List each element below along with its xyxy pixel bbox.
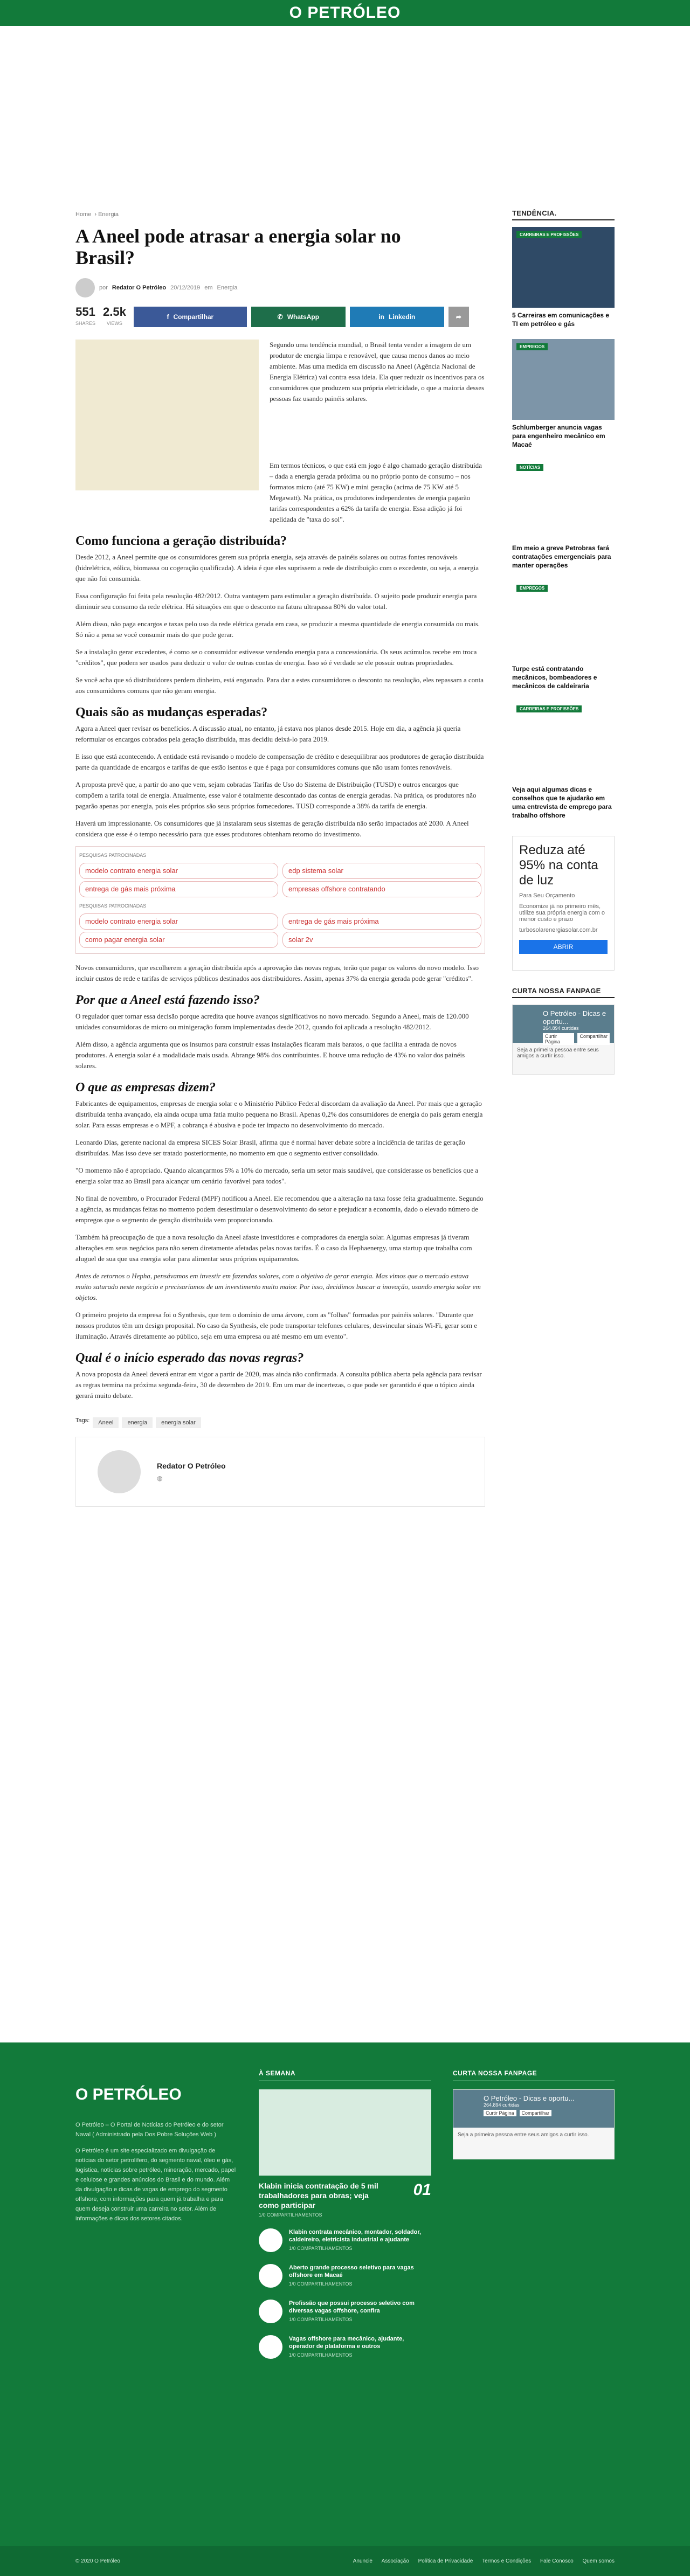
- week-thumb[interactable]: [259, 2335, 282, 2359]
- trending-thumbnail[interactable]: [512, 701, 615, 782]
- week-item-meta: 1/0 COMPARTILHAMENTOS: [289, 2317, 353, 2322]
- trending-item[interactable]: [512, 580, 615, 690]
- author-box-avatar[interactable]: [98, 1450, 141, 1493]
- paragraph: Desde 2012, a Aneel permite que os consumidores gerem sua própria energia, seja através de painéis solares ou outras fontes renováveis (hidrelétrica, eólica, biomassa ou cogeração qualificada). A ideia é que eles suprissem a rede de distribuição com o excedente, ou seja, a energia que não foi consumida.: [75, 553, 479, 583]
- trending-title-text[interactable]: Em meio a greve Petrobras fará contratações emergenciais para manter operações: [512, 544, 611, 569]
- week-list-item[interactable]: [259, 2228, 431, 2252]
- footer-link[interactable]: Política de Privacidade: [418, 2558, 473, 2564]
- footer-bottom-bar: [0, 2546, 690, 2576]
- category-badge[interactable]: EMPREGOS: [516, 343, 548, 350]
- paragraph: Além disso, não paga encargos e taxas pelo uso da rede elétrica gerada em casa, se produzir a mesma quantidade de energia consumida ou mais. Só não a pena se você consumir mais do que pode gerar.: [75, 620, 480, 639]
- trending-item[interactable]: [512, 460, 615, 570]
- category-badge[interactable]: CARREIRAS E PROFISSÕES: [516, 705, 582, 712]
- sponsored-link[interactable]: entrega de gás mais próxima: [282, 913, 481, 930]
- shares-count: 551 SHARES: [75, 305, 96, 326]
- linkedin-icon: in: [378, 313, 384, 321]
- author-box-name[interactable]: Redator O Petróleo: [157, 1461, 226, 1470]
- paragraph: Leonardo Dias, gerente nacional da empresa SICES Solar Brasil, afirma que é normal haver debate sobre a incidência de tarifas de geração distribuídas. Mas isso deve ser tratado posteriormente, no momento em que o segmento estiver consolidado.: [75, 1138, 465, 1157]
- share-icon: ➦: [456, 313, 461, 321]
- sponsored-searches: [75, 846, 485, 954]
- author-name[interactable]: Redator O Petróleo: [112, 285, 167, 291]
- paragraph: Essa configuração foi feita pela resolução 482/2012. Outra vantagem para estimular a geração distribuída. O sujeito pode produzir energia para diminuir seu consumo da rede elétrica. Há situações em que o desconto na fatura ultrapassa 80% do valor total.: [75, 592, 477, 611]
- week-thumb[interactable]: [259, 2264, 282, 2288]
- section-heading: O que as empresas dizem?: [75, 1081, 216, 1095]
- tag[interactable]: Aneel: [93, 1417, 119, 1428]
- fb-like-button[interactable]: Curtir Página: [543, 1033, 574, 1045]
- paragraph: Haverá um impressionante. Os consumidores que já instalaram seus sistemas de geração distribuída não serão impactados até 2030. A Aneel considera que esse é o tempo necessário para que esses produtores obtenham retorno do investimento.: [75, 819, 469, 838]
- ad-open-button[interactable]: ABRIR: [519, 940, 608, 954]
- week-main-rank: 01: [413, 2181, 431, 2199]
- footer-fanpage-title: CURTA NOSSA FANPAGE: [453, 2069, 615, 2081]
- week-item-title[interactable]: Vagas offshore para mecânico, ajudante, operador de plataforma e outros: [289, 2336, 404, 2350]
- copyright: © 2020 O Petróleo: [75, 2558, 120, 2564]
- week-item-meta: 1/0 COMPARTILHAMENTOS: [289, 2246, 353, 2251]
- trending-thumbnail[interactable]: [512, 339, 615, 420]
- footer-about: O Petróleo – O Portal de Notícias do Petróleo e do setor Naval ( Administrado pela Dos Pobre Soluções Web ): [75, 2122, 224, 2138]
- trending-item[interactable]: [512, 339, 615, 449]
- footer-links: [346, 2558, 615, 2564]
- sponsored-link[interactable]: solar 2v: [282, 932, 481, 948]
- footer-link[interactable]: Fale Conosco: [540, 2558, 574, 2564]
- sponsored-link[interactable]: modelo contrato energia solar: [79, 913, 278, 930]
- week-thumbnail[interactable]: [259, 2089, 431, 2176]
- tag-list: [75, 1417, 485, 1428]
- site-footer: [0, 2042, 690, 2576]
- paragraph: Se a instalação gerar excedentes, é como se o consumidor estivesse vendendo energia para a concessionária. Os seus acúmulos recebe em troca "créditos", que podem ser usados para deduzir o valor de outras contas de energia. Isso só é verdade se ele possuir outras propriedades.: [75, 648, 477, 667]
- article-meta: [75, 278, 485, 297]
- category-badge[interactable]: EMPREGOS: [516, 585, 548, 592]
- trending-item[interactable]: [512, 227, 615, 328]
- sponsored-link[interactable]: entrega de gás mais próxima: [79, 881, 278, 897]
- whatsapp-icon: ✆: [277, 313, 283, 321]
- footer-link[interactable]: Anuncie: [353, 2558, 372, 2564]
- sponsored-link[interactable]: como pagar energia solar: [79, 932, 278, 948]
- trending-title: TENDÊNCIA.: [512, 209, 615, 220]
- paragraph: No final de novembro, o Procurador Federal (MPF) notificou a Aneel. Ele recomendou que a alteração na taxa fosse feita gradualmente. Segundo a agência, as mudanças feitas no momento podem desestimular o desenvolvimento do setor e prejudicar a economia, dado o elevado número de empregos que o segmento de geração distribuída vem proporcionando.: [75, 1194, 484, 1224]
- section-heading: Qual é o início esperado das novas regras?: [75, 1351, 304, 1365]
- article-category[interactable]: Energia: [217, 285, 238, 291]
- paragraph: Agora a Aneel quer revisar os benefícios. A discussão atual, no entanto, já estava nos planos desde 2015. Hoje em dia, a agência já queria reformular os encargos cobrados pela geração distribuída, mas decidiu deixá-lo para 2019.: [75, 724, 461, 743]
- week-main-meta: 1/0 COMPARTILHAMENTOS: [259, 2212, 322, 2218]
- paragraph: Novos consumidores, que escolherem a geração distribuída após a aprovação das novas regras, terão que pagar os valores do novo modelo. Isso incluir custos de rede e tarifas de serviços públicos destinados aos distribuidores. Assim, apenas 37% da energia gerada pode gerar "créditos".: [75, 964, 479, 982]
- footer-about: O Petróleo é um site especializado em divulgação de notícias do setor petrolífero, do segmento naval, óleo e gás, logística, notícias sobre petróleo, mineração, mercado, papel e celulose e grandes anúncios do Brasil e do mundo. Além da divulgação e dicas de vagas de emprego do segmento offshore, com informações para quem já trabalha e para quem deseja construir uma carreira no setor. Além de informações e dicas dos setores citados.: [75, 2148, 236, 2222]
- sponsored-label: PESQUISAS PATROCINADAS: [79, 903, 147, 909]
- article-body: [75, 340, 485, 1401]
- week-main-title[interactable]: Klabin inicia contratação de 5 mil trabalhadores para obras; veja como participar: [259, 2182, 378, 2210]
- paragraph: A proposta prevê que, a partir do ano que vem, sejam cobradas Tarifas de Uso do Sistema de Distribuição (TUSD) e outros encargos que compõem a tarifa total de energia. Atualmente, esse valor é totalmente descontado das contas de energia geradas. Na prática, os produtores não pagarão apenas por energia, pois eles próprios são seus próprios fornecedores. TUSD corresponde a 38% da tarifa de energia.: [75, 780, 477, 810]
- globe-icon[interactable]: ◍: [157, 1474, 163, 1482]
- sponsored-link[interactable]: edp sistema solar: [282, 863, 481, 879]
- inline-ad[interactable]: [75, 340, 259, 490]
- fb-like-button[interactable]: Curtir Página: [484, 2110, 516, 2116]
- breadcrumb: Home › Energia: [75, 211, 119, 218]
- paragraph: A nova proposta da Aneel deverá entrar em vigor a partir de 2020, mas ainda não confirmada. A consulta pública aberta pela agência para revisar as regras termina na próxima segunda-feira, 30 de dezembro de 2019. Em um mar de incertezas, o que pode ser garantido é que o tópico ainda gerará muito debate.: [75, 1370, 482, 1400]
- trending-title-text[interactable]: Veja aqui algumas dicas e conselhos que te ajudarão em uma entrevista de emprego para trabalho offshore: [512, 786, 612, 819]
- section-heading: Quais são as mudanças esperadas?: [75, 705, 268, 719]
- footer-link[interactable]: Termos e Condições: [482, 2558, 532, 2564]
- paragraph: E isso que está acontecendo. A entidade está revisando o modelo de compensação de crédito e desequilibrar aos produtores de geração distribuída parte da quantidade de encargos e tarifas de que estão isentos e que é paga por consumidores comuns que não usam fontes renováveis.: [75, 752, 484, 771]
- ad-url[interactable]: turbosolarenergiasolar.com.br: [519, 927, 598, 933]
- trending-thumbnail[interactable]: [512, 460, 615, 541]
- week-list-item[interactable]: [259, 2264, 431, 2288]
- top-ad-space: [0, 26, 690, 209]
- week-item-meta: 1/0 COMPARTILHAMENTOS: [289, 2281, 353, 2287]
- week-list-item[interactable]: [259, 2300, 431, 2323]
- trending-item[interactable]: [512, 701, 615, 820]
- week-thumb[interactable]: [259, 2300, 282, 2323]
- article: [75, 209, 485, 1507]
- breadcrumb-category[interactable]: Energia: [98, 211, 119, 218]
- tag[interactable]: energia solar: [156, 1417, 201, 1428]
- sponsored-link[interactable]: modelo contrato energia solar: [79, 863, 278, 879]
- author-prefix: por: [99, 285, 108, 291]
- sponsored-link[interactable]: empresas offshore contratando: [282, 881, 481, 897]
- week-item-meta: 1/0 COMPARTILHAMENTOS: [289, 2352, 353, 2358]
- breadcrumb-home[interactable]: Home: [75, 211, 92, 218]
- tags-label: Tags:: [75, 1417, 90, 1424]
- category-badge[interactable]: NOTÍCIAS: [516, 464, 543, 471]
- fanpage-title: CURTA NOSSA FANPAGE: [512, 987, 615, 998]
- fb-caption: Seja a primeira pessoa entre seus amigos a curtir isso.: [517, 1047, 599, 1059]
- fb-page-name[interactable]: O Petróleo - Dicas e oportu...: [484, 2094, 575, 2102]
- section-heading: Por que a Aneel está fazendo isso?: [75, 993, 260, 1007]
- site-logo[interactable]: O PETRÓLEO: [289, 4, 401, 22]
- paragraph: Em termos técnicos, o que está em jogo é algo chamado geração distribuída – dada a energia gerada próxima ou no próprio ponto de consumo – nos formatos micro (até 75 KW) e mini geração (acima de 75 KW até 5 Megawatt). Na prática, os produtores independentes de energia pagarão tarifas correspondentes a 62% da tarifa de energia. Essa adição já foi apelidada de "taxa do sol".: [270, 461, 482, 523]
- facebook-page-widget: [512, 1005, 615, 1075]
- ad-headline[interactable]: Reduza até 95% na conta de luz: [519, 843, 598, 888]
- quote-paragraph: Antes de retornos o Hepha, pensávamos em investir em fazendas solares, com o objetivo de gerar energia. Mas vimos que o mercado estava muito saturado neste negócio e precisaríamos de um investimento muito maior. Por isso, decidimos buscar a inovação, usando energia solar em objetos.: [75, 1272, 481, 1301]
- author-box: [75, 1437, 485, 1507]
- ad-description: Economize já no primeiro mês, utilize sua própria energia com o menor custo e prazo: [519, 903, 605, 923]
- category-prefix: em: [204, 285, 213, 291]
- paragraph: Se você acha que só distribuidores perdem dinheiro, está enganado. Para dar a estes consumidores o desconto na resolução, eles repassam a conta aos consumidores comuns que não geram energia.: [75, 676, 484, 695]
- trending-title-text[interactable]: Schlumberger anuncia vagas para engenheiro mecânico em Macaé: [512, 424, 605, 448]
- fb-share-button[interactable]: Compartilhar: [520, 2110, 552, 2116]
- category-badge[interactable]: CARREIRAS E PROFISSÕES: [516, 231, 582, 238]
- share-bar: [75, 306, 485, 328]
- google-ad[interactable]: [512, 836, 615, 971]
- week-thumb[interactable]: [259, 2228, 282, 2252]
- author-avatar[interactable]: [75, 278, 95, 297]
- fb-share-button[interactable]: Compartilhar: [577, 1033, 610, 1045]
- share-linkedin-button[interactable]: in Linkedin: [350, 307, 444, 327]
- paragraph: O regulador quer tornar essa decisão porque acredita que houve avanços significativos no novo mercado. Segundo a Aneel, mais de 120.000 unidades consumidoras de micro ou minigeração foram implementadas desde 2012, quando foi aplicada a resolução 482/2012.: [75, 1012, 469, 1031]
- trending-thumbnail[interactable]: [512, 580, 615, 661]
- section-heading: Como funciona a geração distribuída?: [75, 534, 287, 548]
- site-header: [0, 0, 690, 26]
- footer-link[interactable]: Quem somos: [582, 2558, 615, 2564]
- share-facebook-button[interactable]: f Compartilhar: [134, 307, 247, 327]
- trending-title-text[interactable]: Turpe está contratando mecânicos, bombeadores e mecânicos de caldeiraria: [512, 665, 597, 690]
- article-date: 20/12/2019: [170, 285, 201, 291]
- fb-likes: 264.894 curtidas: [484, 2102, 520, 2108]
- week-item-title[interactable]: Klabin contrata mecânico, montador, soldador, caldeireiro, eletricista industrial e ajudante: [289, 2229, 422, 2243]
- share-more-button[interactable]: [448, 307, 469, 327]
- paragraph: Também há preocupação de que a nova resolução da Aneel afaste investidores e compradores da energia solar. Algumas empresas já tiveram alterações em seus negócios para não serem diretamente afetadas pelas novas tarifas. É o caso da Hephaenergy, uma startup que trabalha com aluguel de sua que usa energia solar para alimentar seus próprios equipamentos.: [75, 1233, 472, 1263]
- footer-logo[interactable]: O PETRÓLEO: [75, 2086, 182, 2103]
- tag[interactable]: energia: [122, 1417, 153, 1428]
- fb-likes: 264.894 curtidas: [543, 1026, 579, 1031]
- paragraph: "O momento não é apropriado. Quando alcançarmos 5% a 10% do mercado, seria um setor mais saudável, que considerasse os benefícios que a energia solar traz ao Brasil para alcançar um cenário favorável para todos".: [75, 1166, 479, 1185]
- sponsored-label: PESQUISAS PATROCINADAS: [79, 853, 147, 858]
- facebook-icon: f: [167, 313, 169, 321]
- views-count: 2.5k VIEWS: [103, 305, 126, 326]
- paragraph: O primeiro projeto da empresa foi o Synthesis, que tem o domínio de uma árvore, com as "folhas" formadas por painéis solares. "Durante que nossos produtos têm um design proposital. No caso da Synthesis, ele pode transportar telefones celulares, desvincular sinais Wi-Fi, gerar som e iluminação. Através diretamente ao público, seja em uma empresa ou até mesmo em um evento".: [75, 1311, 478, 1340]
- week-item-title[interactable]: Profissão que possui processo seletivo com diversas vagas offshore, confira: [289, 2300, 415, 2314]
- trending-thumbnail[interactable]: [512, 227, 615, 308]
- article-title: A Aneel pode atrasar a energia solar no Brasil?: [75, 225, 401, 268]
- trending-title-text[interactable]: 5 Carreiras em comunicações e TI em petróleo e gás: [512, 311, 610, 328]
- share-whatsapp-button[interactable]: ✆ WhatsApp: [251, 307, 346, 327]
- footer-link[interactable]: Associação: [381, 2558, 409, 2564]
- sidebar: [512, 209, 615, 1507]
- week-list-item[interactable]: [259, 2335, 431, 2359]
- paragraph: Segundo uma tendência mundial, o Brasil tenta vender a imagem de um produtor de energia limpa e renovável, que causa menos danos ao meio ambiente. Mas uma medida em discussão na Aneel (Agência Nacional de Energia Elétrica) vai contra essa ideia. Ela quer reduzir os incentivos para os consumidores que produzem sua própria eletricidade, o que a maioria desses pessoas faz usando painéis solares.: [270, 341, 485, 403]
- fb-caption: Seja a primeira pessoa entre seus amigos a curtir isso.: [458, 2132, 589, 2138]
- paragraph: Além disso, a agência argumenta que os insumos para construir essas instalações ficaram mais baratos, o que facilita a entrada de novos produtores. A energia solar é a modalidade mais usada. Abrange 98% dos contribuintes. E houve uma redução de 43% no valor dos painéis solares.: [75, 1040, 465, 1070]
- ad-subtitle: Para Seu Orçamento: [519, 892, 575, 899]
- footer-facebook-widget: [453, 2089, 615, 2159]
- paragraph: Fabricantes de equipamentos, empresas de energia solar e o Ministério Público Federal discordam da avaliação da Aneel. Por mais que a geração distribuída tenha avançado, ela ainda ocupa uma fatia muito pequena no Brasil. Apenas 0,2% dos consumidores de energia do país geram energia solar. Para essas empresas e o MPF, a cobrança é abusiva e pode ter impacto no desenvolvimento do mercado.: [75, 1099, 483, 1129]
- week-item-title[interactable]: Aberto grande processo seletivo para vagas offshore em Macaé: [289, 2265, 414, 2279]
- week-title: À SEMANA: [259, 2069, 431, 2081]
- fb-page-name[interactable]: O Petróleo - Dicas e oportu...: [543, 1009, 606, 1026]
